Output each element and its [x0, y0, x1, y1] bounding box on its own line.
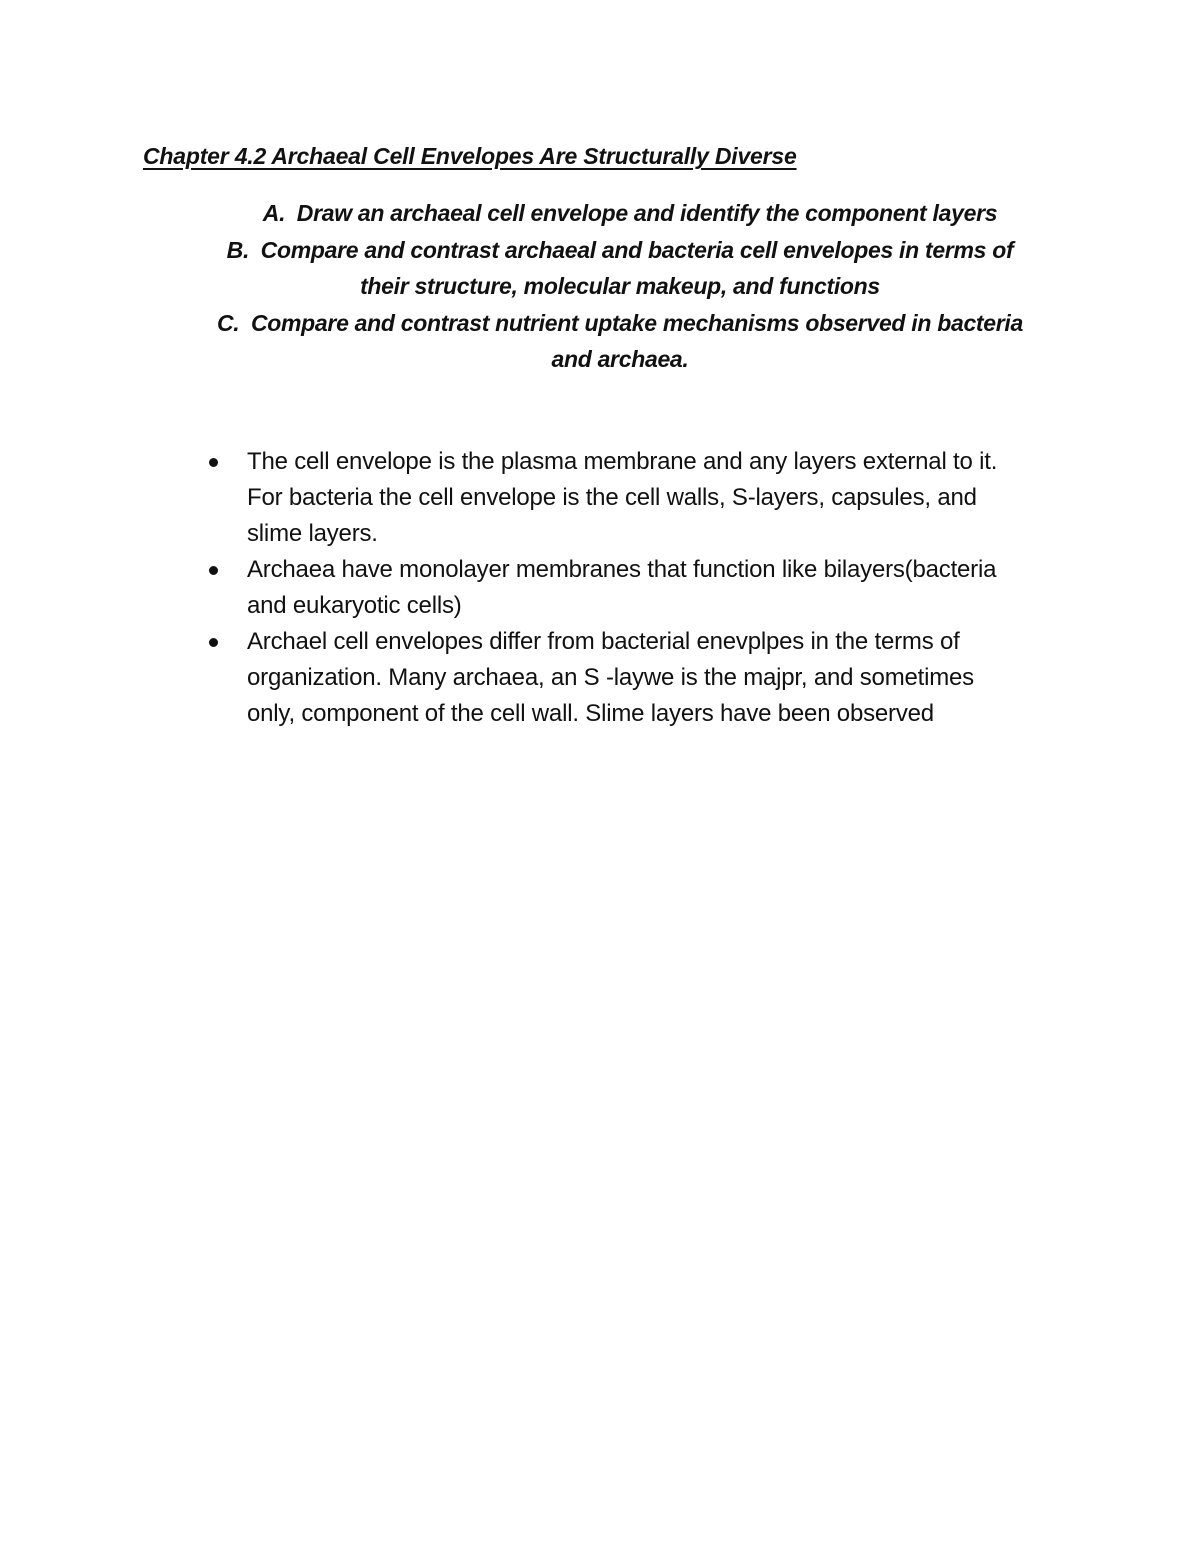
chapter-title: Chapter 4.2 Archaeal Cell Envelopes Are Structurally Diverse [143, 143, 797, 169]
bullet-line: only, component of the cell wall. Slime layers have been observed [247, 700, 934, 727]
objective-c [180, 305, 1060, 378]
objective-line [180, 232, 1060, 269]
objective-marker: B. [226, 236, 250, 263]
objective-line [180, 305, 1060, 342]
bullet-line: For bacteria the cell envelope is the cell walls, S-layers, capsules, and [247, 484, 977, 511]
objective-text: and archaea. [551, 346, 689, 372]
objective-line [180, 195, 1060, 232]
bullet-item [205, 552, 1065, 624]
bullet-icon [209, 638, 218, 647]
bullet-line: and eukaryotic cells) [247, 592, 462, 619]
bullet-line: slime layers. [247, 520, 378, 547]
learning-objectives [180, 195, 1060, 378]
objective-text: Draw an archaeal cell envelope and identify the component layers [296, 200, 998, 226]
objective-text: Compare and contrast nutrient uptake mechanisms observed in bacteria [250, 309, 1024, 336]
objective-text: their structure, molecular makeup, and functions [360, 273, 880, 299]
notes-bullet-list [205, 444, 1065, 732]
objective-a [180, 195, 1060, 232]
bullet-item [205, 624, 1065, 732]
objective-continuation [180, 341, 1060, 378]
objective-b [180, 232, 1060, 305]
bullet-line: organization. Many archaea, an S -laywe is the majpr, and sometimes [247, 664, 974, 691]
bullet-icon [209, 458, 218, 467]
objective-continuation [180, 268, 1060, 305]
objective-marker: A. [262, 200, 286, 226]
bullet-item [205, 444, 1065, 552]
bullet-line: The cell envelope is the plasma membrane and any layers external to it. [247, 448, 998, 475]
bullet-line: Archaea have monolayer membranes that function like bilayers(bacteria [247, 556, 997, 583]
objective-text: Compare and contrast archaeal and bacteria cell envelopes in terms of [260, 236, 1014, 263]
bullet-icon [209, 566, 218, 575]
bullet-line: Archael cell envelopes differ from bacterial enevplpes in the terms of [247, 628, 960, 655]
objective-marker: C. [216, 309, 240, 336]
